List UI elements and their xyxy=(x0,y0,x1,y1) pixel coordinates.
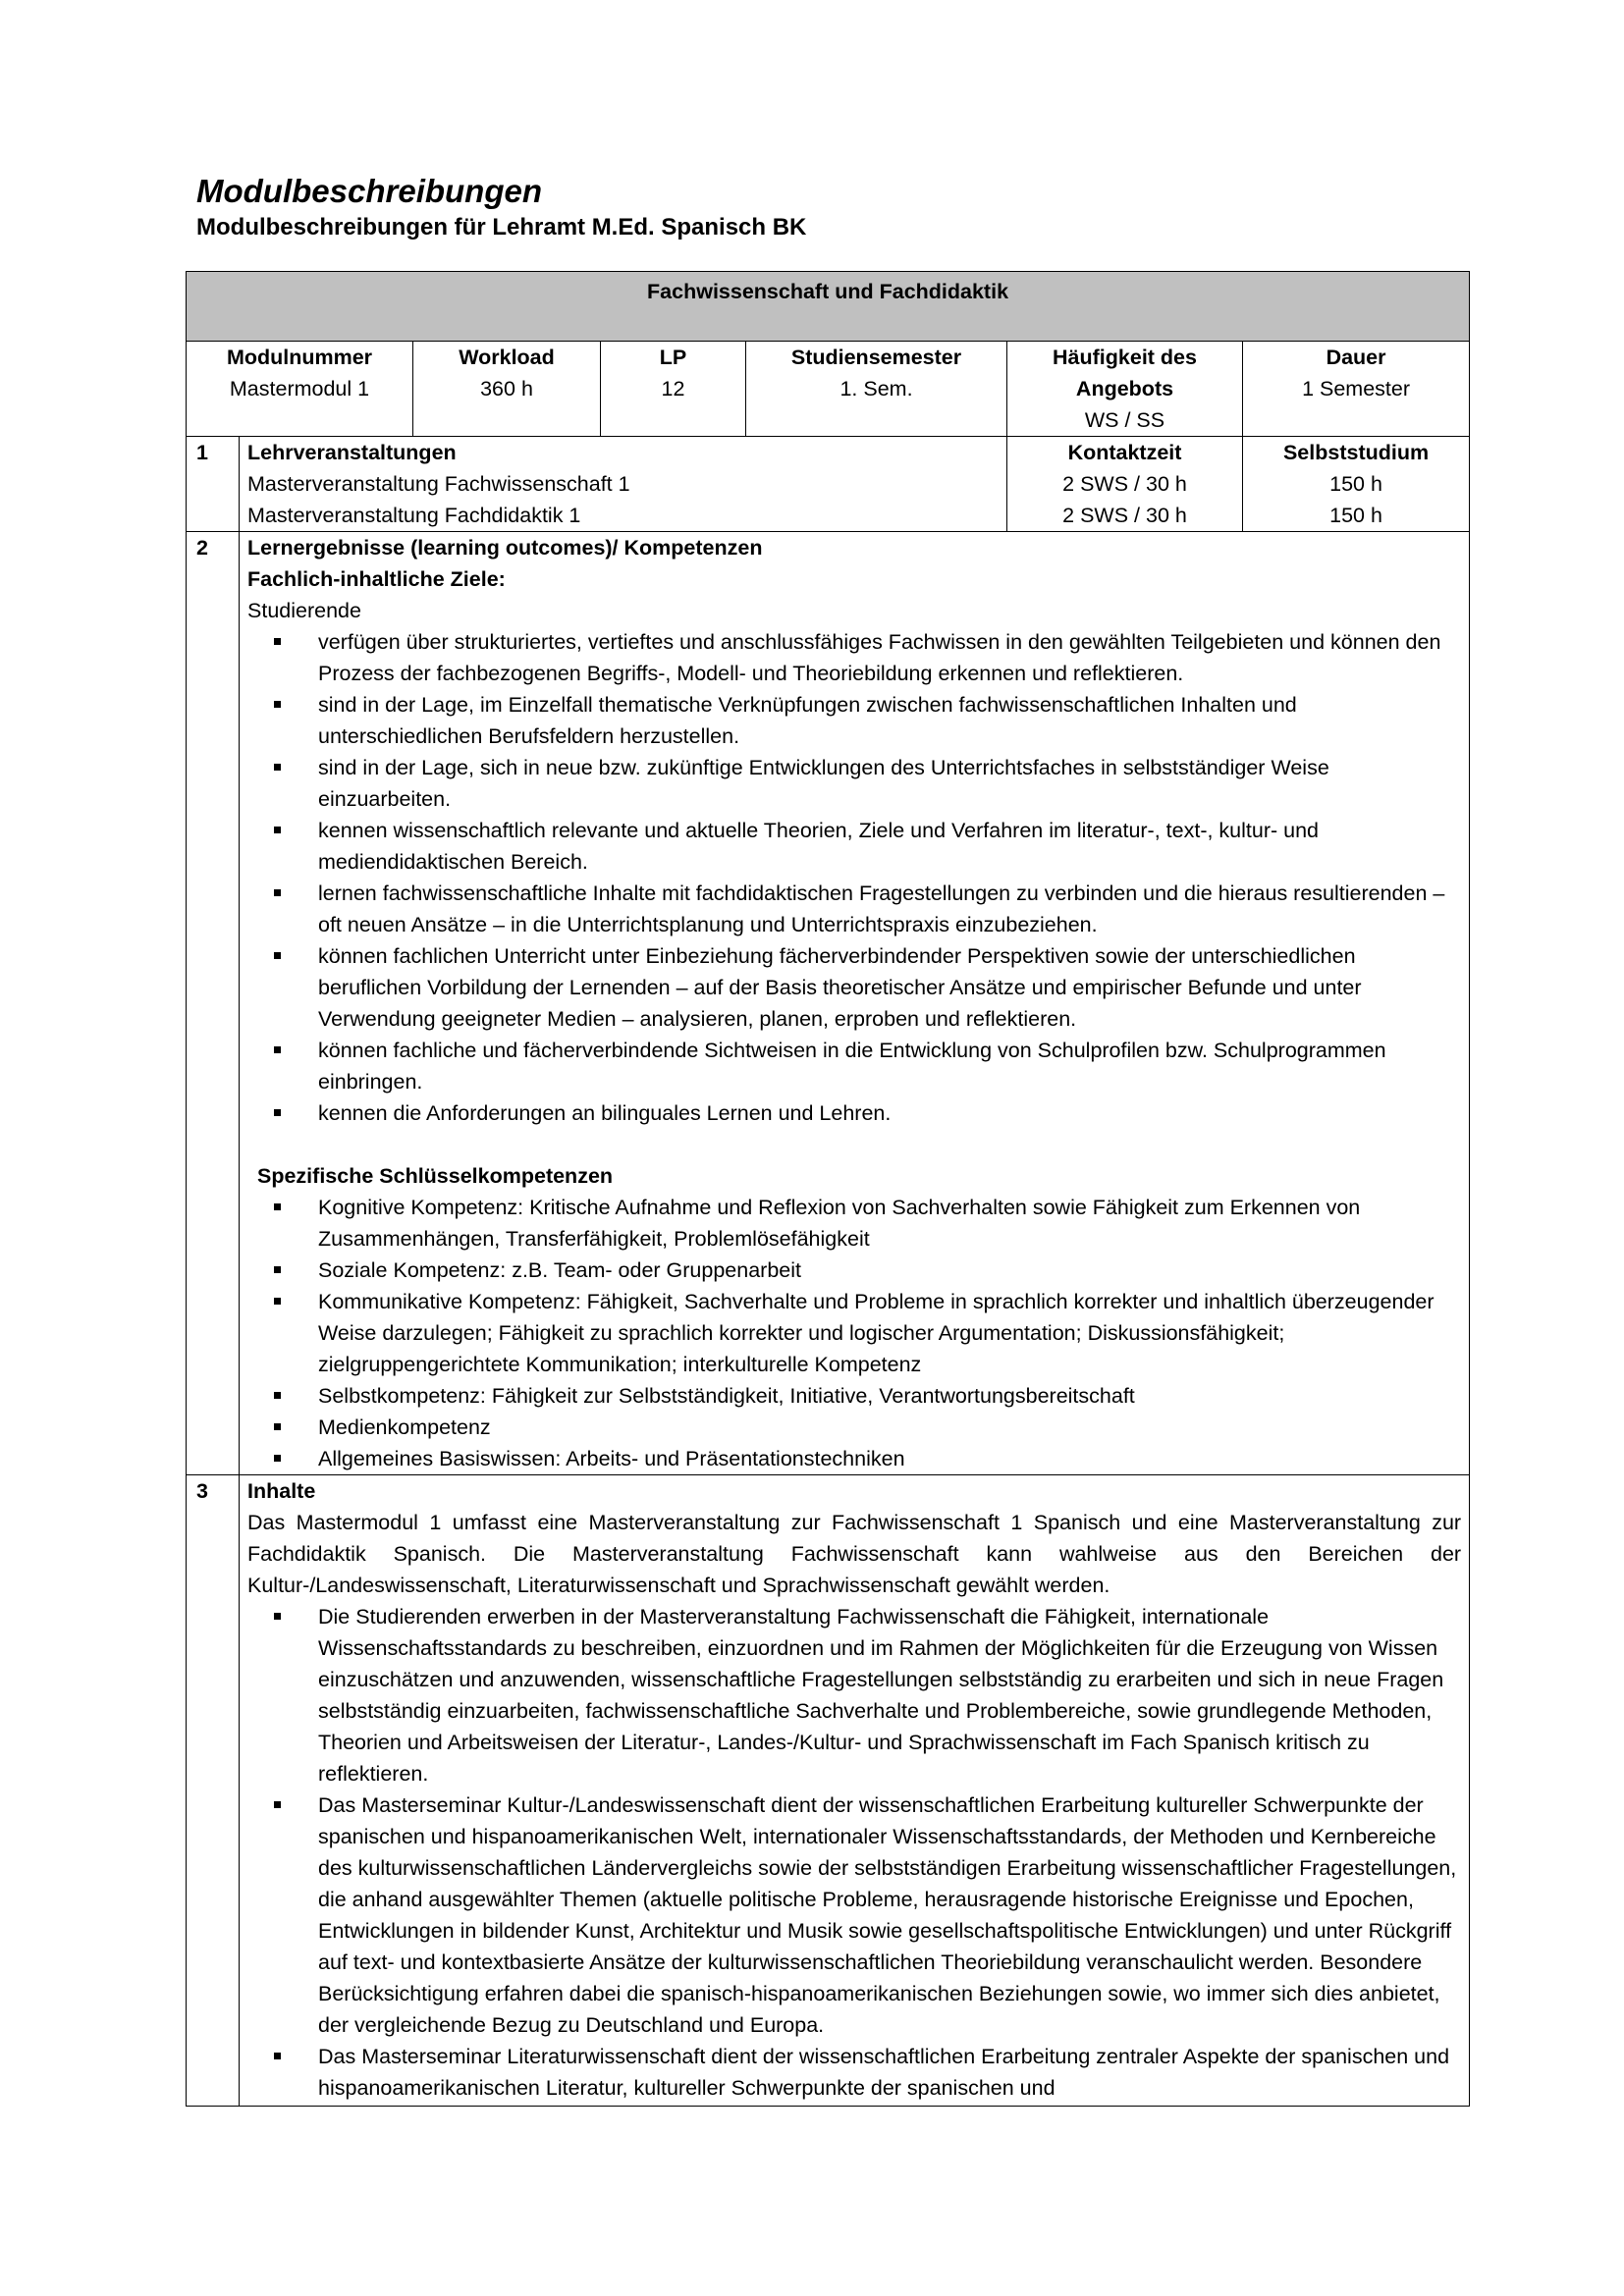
section-number: 2 xyxy=(187,532,240,1475)
duration-value: 1 Semester xyxy=(1302,377,1411,400)
list-item: können fachlichen Unterricht unter Einbeziehung fächerverbindender Perspektiven sowie der unterschiedlichen beruflichen Vorbildung der Lernenden – auf der Basis theoretischer Ansätze und empirischer Befunde und unter Verwendung geeigneter Medien – analysieren, planen, erproben und reflektieren. xyxy=(318,940,1461,1035)
column-label-number: Modulnummer xyxy=(226,346,373,369)
contact-value: 2 SWS / 30 h xyxy=(1062,504,1187,527)
section-2-row xyxy=(187,532,1470,1475)
self-study-value: 150 h xyxy=(1329,504,1382,527)
lp-value: 12 xyxy=(661,377,685,400)
section-title: Lehrveranstaltungen xyxy=(247,441,457,464)
module-table xyxy=(186,271,1470,2107)
list-item: Selbstkompetenz: Fähigkeit zur Selbstständigkeit, Initiative, Verantwortungsbereitschaft xyxy=(318,1380,1461,1412)
list-item: kennen die Anforderungen an bilinguales Lernen und Lehren. xyxy=(318,1097,1461,1129)
contents-intro: Das Mastermodul 1 umfasst eine Masterveranstaltung zur Fachwissenschaft 1 Spanisch und eine Masterveranstaltung zur Fachdidaktik Spanisch. Die Masterveranstaltung Fachwissenschaft kann wahlweise aus den Bereichen der Kultur-/Landeswissenschaft, Literaturwissenschaft und Sprachwissenschaft gewählt werden. xyxy=(247,1511,1462,1597)
contact-label: Kontaktzeit xyxy=(1067,441,1182,464)
lp-cell xyxy=(601,342,746,437)
frequency-value: WS / SS xyxy=(1084,408,1165,432)
semester-cell xyxy=(746,342,1007,437)
list-item: können fachliche und fächerverbindende Sichtweisen in die Entwicklung von Schulprofilen bzw. Schulprogrammen einbringen. xyxy=(318,1035,1461,1097)
self-study-label: Selbststudium xyxy=(1282,441,1430,464)
list-item: Das Masterseminar Kultur-/Landeswissenschaft dient der wissenschaftlichen Erarbeitung kultureller Schwerpunkte der spanischen und hispanoamerikanischen Welt, internationaler Wissenschaftsstandards, der Methoden und Kernbereiche des kulturwissenschaftlichen Ländervergleichs sowie der selbstständigen Erarbeitung wissenschaftlicher Fragestellungen, die anhand ausgewählter Themen (aktuelle politische Probleme, herausragende historische Ereignisse und Epochen, Entwicklungen in bildender Kunst, Architektur und Musik sowie gesellschaftspolitische Entwicklungen) und unter Rückgriff auf text- und kontextbasierte Ansätze der kulturwissenschaftlichen Theoriebildung veranschaulicht werden. Besondere Berücksichtigung erfahren dabei die spanisch-hispanoamerikanischen Beziehungen sowie, wo immer sich dies anbietet, der vergleichende Bezug zu Deutschland und Europa. xyxy=(318,1789,1461,2041)
course-item: Masterveranstaltung Fachdidaktik 1 xyxy=(247,504,581,527)
goals-intro: Studierende xyxy=(247,599,361,622)
module-band-title: Fachwissenschaft und Fachdidaktik xyxy=(187,272,1470,342)
module-number-cell xyxy=(187,342,413,437)
column-label-duration: Dauer xyxy=(1326,346,1386,369)
page-subtitle: Modulbeschreibungen für Lehramt M.Ed. Spanisch BK xyxy=(196,214,807,240)
self-study-cell xyxy=(1243,437,1470,532)
column-label-frequency: Häufigkeit des Angebots xyxy=(1053,346,1197,400)
outcomes-cell xyxy=(240,532,1470,1475)
list-item: kennen wissenschaftlich relevante und aktuelle Theorien, Ziele und Verfahren im literatur-, text-, kultur- und mediendidaktischen Bereich. xyxy=(318,815,1461,878)
duration-cell xyxy=(1243,342,1470,437)
section-title: Inhalte xyxy=(247,1479,316,1503)
goals-list xyxy=(247,626,1461,1129)
list-item: sind in der Lage, sich in neue bzw. zukünftige Entwicklungen des Unterrichtsfaches in selbstständiger Weise einzuarbeiten. xyxy=(318,752,1461,815)
list-item: Kognitive Kompetenz: Kritische Aufnahme und Reflexion von Sachverhalten sowie Fähigkeit zum Erkennen von Zusammenhängen, Transferfähigkeit, Problemlösefähigkeit xyxy=(318,1192,1461,1255)
section-number: 1 xyxy=(187,437,240,532)
section-number: 3 xyxy=(187,1475,240,2107)
section-title: Lernergebnisse (learning outcomes)/ Kompetenzen xyxy=(247,536,763,560)
section-1-row xyxy=(187,437,1470,532)
frequency-cell xyxy=(1007,342,1243,437)
list-item: Allgemeines Basiswissen: Arbeits- und Präsentationstechniken xyxy=(318,1443,1461,1474)
workload-cell xyxy=(413,342,601,437)
list-item: Das Masterseminar Literaturwissenschaft dient der wissenschaftlichen Erarbeitung zentraler Aspekte der spanischen und hispanoamerikanischen Literatur, kultureller Schwerpunkte der spanischen und xyxy=(318,2041,1461,2104)
contact-value: 2 SWS / 30 h xyxy=(1062,472,1187,496)
semester-value: 1. Sem. xyxy=(839,377,913,400)
contact-cell xyxy=(1007,437,1243,532)
key-competences-list xyxy=(247,1192,1461,1474)
courses-cell xyxy=(240,437,1007,532)
list-item: Kommunikative Kompetenz: Fähigkeit, Sachverhalte und Probleme in sprachlich korrekter und inhaltlich überzeugender Weise darzulegen; Fähigkeit zu sprachlich korrekter und logischer Argumentation; Diskussionsfähigkeit; zielgruppengerichtete Kommunikation; interkulturelle Kompetenz xyxy=(318,1286,1461,1380)
module-number: Mastermodul 1 xyxy=(229,377,370,400)
list-item: sind in der Lage, im Einzelfall thematische Verknüpfungen zwischen fachwissenschaftlichen Inhalten und unterschiedlichen Berufsfeldern herzustellen. xyxy=(318,689,1461,752)
list-item: Die Studierenden erwerben in der Masterveranstaltung Fachwissenschaft die Fähigkeit, internationale Wissenschaftsstandards zu beschreiben, einzuordnen und im Rahmen der Möglichkeiten für die Erzeugung von Wissen einzuschätzen und anzuwenden, wissenschaftliche Fragestellungen selbstständig zu erarbeiten und sich in neue Fragen selbstständig einzuarbeiten, fachwissenschaftliche Sachverhalte und Problembereiche, sowie grundlegende Methoden, Theorien und Arbeitsweisen der Literatur-, Landes-/Kultur- und Sprachwissenschaft im Fach Spanisch kritisch zu reflektieren. xyxy=(318,1601,1461,1789)
list-item: Soziale Kompetenz: z.B. Team- oder Gruppenarbeit xyxy=(318,1255,1461,1286)
column-label-workload: Workload xyxy=(459,346,555,369)
column-label-lp: LP xyxy=(659,346,687,369)
goals-subtitle: Fachlich-inhaltliche Ziele: xyxy=(247,567,506,591)
list-item: verfügen über strukturiertes, vertieftes und anschlussfähiges Fachwissen in den gewählten Teilgebieten und können den Prozess der fachbezogenen Begriffs-, Modell- und Theoriebildung erkennen und reflektieren. xyxy=(318,626,1461,689)
list-item: lernen fachwissenschaftliche Inhalte mit fachdidaktischen Fragestellungen zu verbinden und die hieraus resultierenden – oft neuen Ansätze – in die Unterrichtsplanung und Unterrichtspraxis einzubeziehen. xyxy=(318,878,1461,940)
key-competences-title: Spezifische Schlüsselkompetenzen xyxy=(257,1164,614,1188)
section-3-row xyxy=(187,1475,1470,2107)
self-study-value: 150 h xyxy=(1329,472,1382,496)
workload-value: 360 h xyxy=(480,377,533,400)
contents-cell xyxy=(240,1475,1470,2107)
page-title: Modulbeschreibungen xyxy=(196,173,543,209)
contents-list xyxy=(247,1601,1461,2104)
list-item: Medienkompetenz xyxy=(318,1412,1461,1443)
module-header-row xyxy=(187,342,1470,437)
course-item: Masterveranstaltung Fachwissenschaft 1 xyxy=(247,472,630,496)
column-label-semester: Studiensemester xyxy=(790,346,962,369)
